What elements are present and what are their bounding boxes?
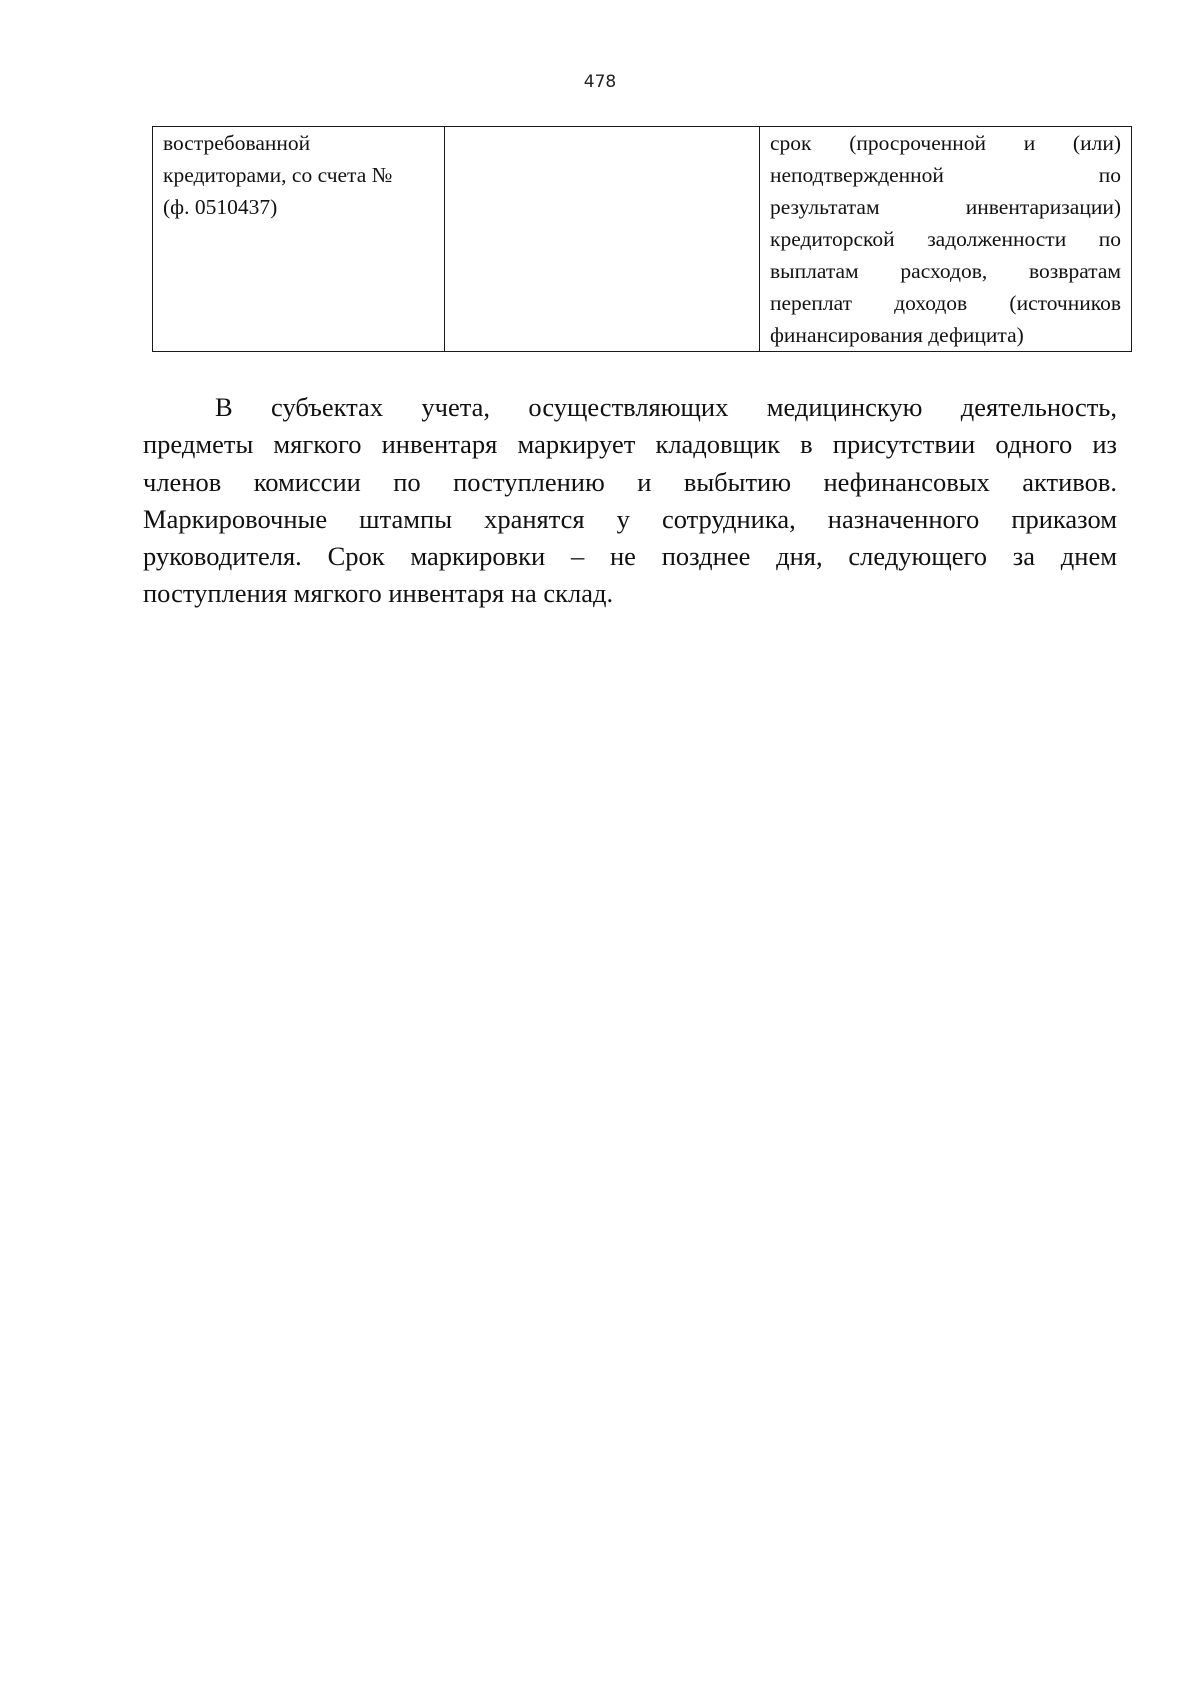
- paragraph-line: В субъектах учета, осуществляющих медицинскую деятельность,: [215, 392, 1117, 422]
- table-row: [153, 127, 1132, 352]
- cell-text-line: кредиторской задолженности по: [770, 227, 1121, 251]
- cell-text-line: кредиторами, со счета №: [163, 163, 393, 187]
- page-number: 478: [583, 72, 617, 92]
- body-paragraph: [143, 389, 1117, 613]
- cell-text-line: неподтвержденной по: [770, 163, 1121, 187]
- cell-text-line: выплатам расходов, возвратам: [770, 259, 1121, 283]
- cell-text-line: срок (просроченной и (или): [770, 131, 1121, 155]
- table-cell-account: [153, 127, 445, 352]
- paragraph-line: членов комиссии по поступлению и выбытию нефинансовых активов.: [143, 466, 1117, 497]
- cell-text-line: (ф. 0510437): [163, 195, 278, 219]
- table-cell-description: [760, 127, 1132, 352]
- cell-text-line: переплат доходов (источников: [770, 291, 1121, 315]
- cell-text-line: востребованной: [163, 131, 311, 155]
- paragraph-line: поступления мягкого инвентаря на склад.: [143, 578, 614, 609]
- cell-text-line: результатам инвентаризации): [770, 195, 1121, 219]
- table-cell-empty: [445, 127, 760, 352]
- paragraph-line: руководителя. Срок маркировки – не позднее дня, следующего за днем: [143, 541, 1117, 572]
- cell-text-line: финансирования дефицита): [770, 323, 1024, 347]
- paragraph-line: Маркировочные штампы хранятся у сотрудника, назначенного приказом: [143, 503, 1117, 534]
- accounting-table: [152, 126, 1132, 352]
- paragraph-line: предметы мягкого инвентаря маркирует кладовщик в присутствии одного из: [143, 429, 1117, 460]
